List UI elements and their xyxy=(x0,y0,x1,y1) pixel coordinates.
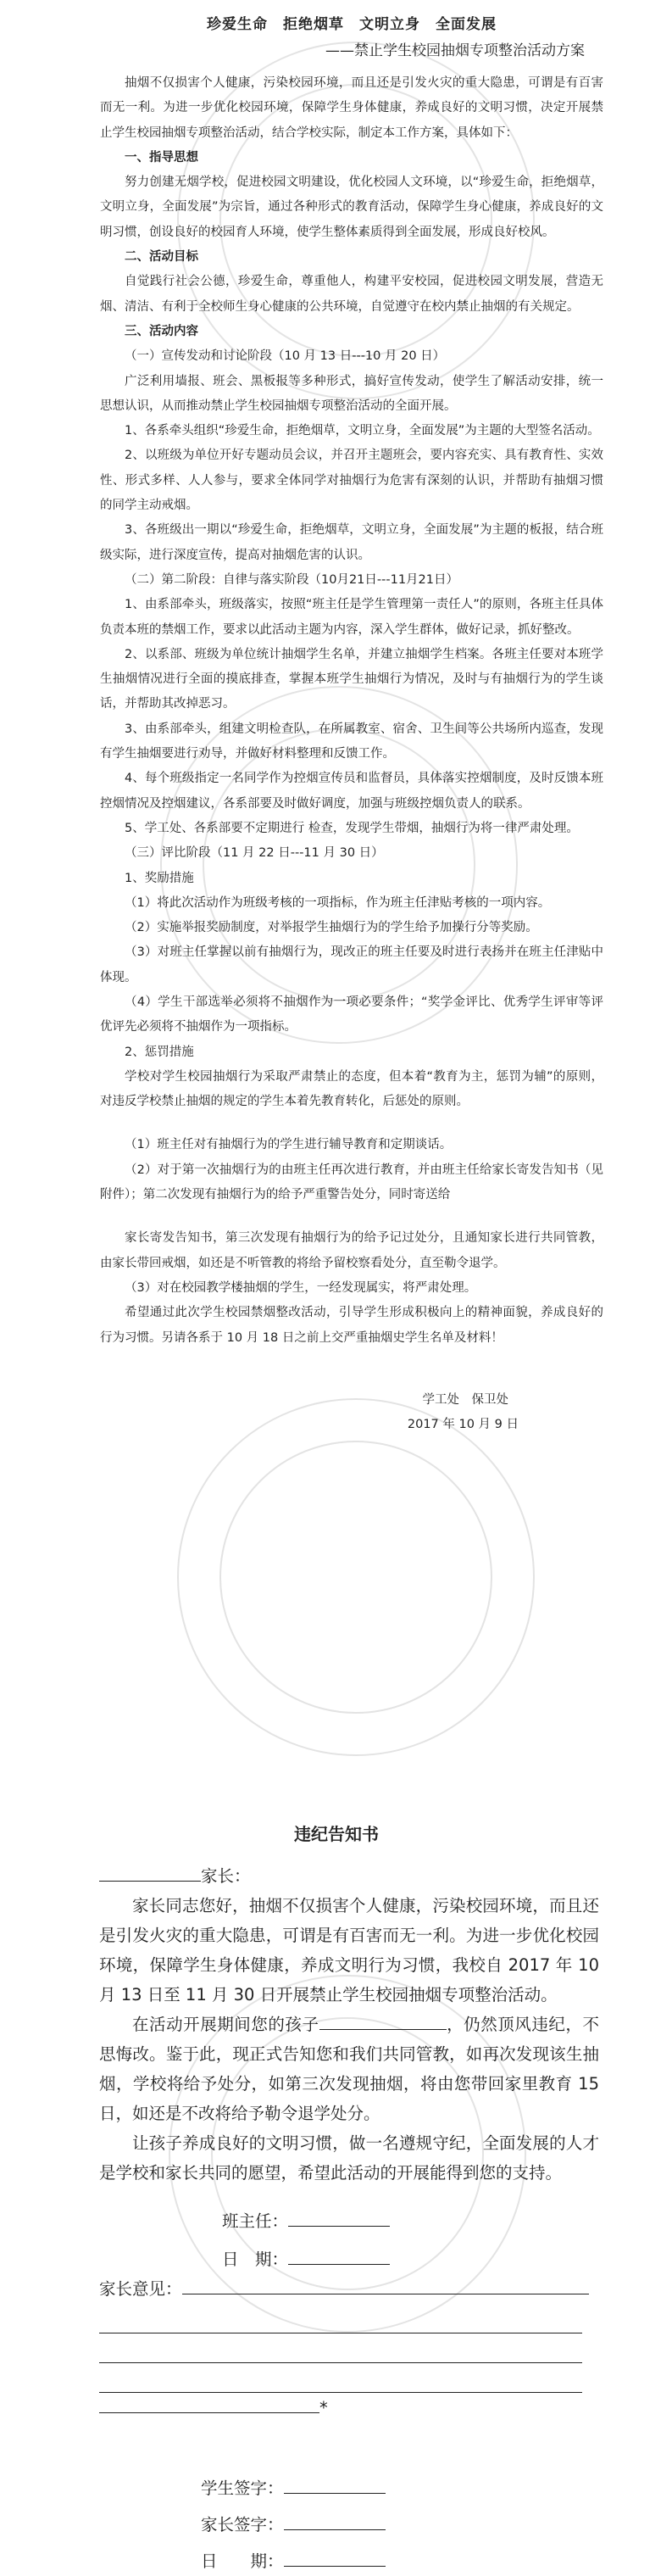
notice-title: 违纪告知书 xyxy=(294,1824,379,1844)
plan-title: 珍爱生命 拒绝烟草 文明立身 全面发展 xyxy=(207,16,497,33)
plan-signer: 学工处 保卫处 xyxy=(422,1392,508,1407)
phase1-item2: 2、以班级为单位开好专题动员会议，并召开主题班会，要内容充实、具有教育性、实效性、形式多样、人人参与，要求全体同学对抽烟行为危害有深刻的认识，并帮助有抽烟习惯的同学主动戒烟。 xyxy=(100,449,603,513)
phase1-item1: 1、各系牵头组织“珍爱生命，拒绝烟草，文明立身，全面发展”为主题的大型签名活动。 xyxy=(125,424,600,438)
reward-item1: （1）将此次活动作为班级考核的一项指标，作为班主任津贴考核的一项内容。 xyxy=(125,895,551,910)
section-goal-title: 二、活动目标 xyxy=(125,250,198,265)
student-name-blank[interactable] xyxy=(319,2010,447,2030)
sign-date-row: 日 期： xyxy=(99,2546,599,2576)
student-sign-blank[interactable] xyxy=(284,2474,386,2494)
phase3-title: （三）评比阶段（11 月 22 日---11 月 30 日） xyxy=(125,846,384,861)
plan-subtitle: ——禁止学生校园抽烟专项整治活动方案 xyxy=(325,42,585,59)
reward-item2: （2）实施举报奖励制度，对举报学生抽烟行为的学生给予加操行分等奖励。 xyxy=(125,921,538,935)
phase2-item2: 2、以系部、班级为单位统计抽烟学生名单，并建立抽烟学生档案。各班主任要对本班学生抽烟情况进行全面的摸底排查，掌握本班学生抽烟行为情况，及时与有抽烟行为的学生谈话，并帮助其改掉恶习。 xyxy=(100,647,603,711)
notice-para3: 让孩子养成良好的文明习惯，做一名遵规守纪，全面发展的人才是学校和家长共同的愿望，希望此活动的开展能得到您的支持。 xyxy=(99,2133,599,2183)
punish-item2-cont: 家长寄发告知书，第三次发现有抽烟行为的给予记过处分，且通知家长进行共同管教，由家长带回戒烟，如还是不听管教的将给予留校察看处分，直至勒令退学。 xyxy=(100,1231,603,1270)
parent-opinion-line-3[interactable] xyxy=(99,2333,582,2363)
parent-opinion-blank[interactable] xyxy=(182,2275,589,2294)
punish-item1: （1）班主任对有抽烟行为的学生进行辅导教育和定期谈话。 xyxy=(125,1138,453,1152)
notice-para2: 在活动开展期间您的孩子 ，仍然顶风违纪，不思悔改。鉴于此，现正式告知您和我们共同管教，如再次发现该生抽烟，学校将给予处分，如第三次发现抽烟，将由您带回家里教育 15 日，如还是不改将给予勒令退学处分。 xyxy=(99,2010,599,2128)
parent-opinion-row: 家长意见： xyxy=(99,2274,599,2304)
activity-plan xyxy=(100,12,603,1437)
punish-title: 2、惩罚措施 xyxy=(125,1045,194,1059)
reward-title: 1、奖励措施 xyxy=(125,871,194,885)
phase2-item3: 3、由系部牵头，组建文明检查队，在所属教室、宿舍、卫生间等公共场所内巡查，发现有学生抽烟要进行劝导，并做好材料整理和反馈工作。 xyxy=(100,722,603,761)
teacher-sign-row: 班主任： xyxy=(99,2206,599,2236)
reward-item4: （4）学生干部选举必须将不抽烟作为一项必要条件；“奖学金评比、优秀学生评审等评优评先必须将不抽烟作为一项指标。 xyxy=(100,995,603,1034)
plan-date: 2017 年 10 月 9 日 xyxy=(407,1418,519,1432)
phase1-item3: 3、各班级出一期以“珍爱生命，拒绝烟草，文明立身，全面发展”为主题的板报，结合班级实际，进行深度宣传，提高对抽烟危害的认识。 xyxy=(100,523,603,562)
teacher-sign-blank[interactable] xyxy=(288,2207,390,2227)
student-sign-row: 学生签字： xyxy=(99,2473,599,2503)
phase1-body: 广泛利用墙报、班会、黑板报等多种形式，搞好宣传发动，使学生了解活动安排，统一思想认识，从而推动禁止学生校园抽烟专项整治活动的全面开展。 xyxy=(100,374,603,413)
teacher-date-row: 日 期： xyxy=(99,2244,599,2274)
phase1-title: （一）宣传发动和讨论阶段（10 月 13 日---10 月 20 日） xyxy=(125,349,446,364)
parent-opinion-line-4[interactable] xyxy=(99,2363,582,2393)
notice-greeting: 家长： xyxy=(99,1861,599,1891)
section-content-title: 三、活动内容 xyxy=(125,324,198,338)
parent-opinion-line-5[interactable] xyxy=(99,2394,319,2413)
parent-sign-row: 家长签字： xyxy=(99,2510,599,2540)
phase2-item5: 5、学工处、各系部要不定期进行 检查，发现学生带烟，抽烟行为将一律严肃处理。 xyxy=(125,821,579,835)
phase2-title: （二）第二阶段：自律与落实阶段（10月21日---11月21日） xyxy=(125,572,458,587)
phase2-item4: 4、每个班级指定一名同学作为控烟宣传员和监督员，具体落实控烟制度，及时反馈本班控烟情况及控烟建议，各系部要及时做好调度，加强与班级控烟负责人的联系。 xyxy=(100,772,603,811)
plan-intro: 抽烟不仅损害个人健康，污染校园环境，而且还是引发火灾的重大隐患，可谓是有百害而无一利。为进一步优化校园环境，保障学生身体健康，养成良好的文明习惯，决定开展禁止学生校园抽烟专项整治活动，结合学校实际，制定本工作方案，具体如下： xyxy=(100,76,603,140)
punish-item3: （3）对在校园教学楼抽烟的学生，一经发现属实，将严肃处理。 xyxy=(125,1280,477,1295)
section-guiding-title: 一、指导思想 xyxy=(125,150,198,164)
parent-sign-blank[interactable] xyxy=(284,2511,386,2530)
parent-opinion-line-2[interactable] xyxy=(99,2304,582,2333)
violation-notice xyxy=(99,1820,599,2576)
teacher-date-blank[interactable] xyxy=(288,2245,390,2265)
punish-item2: （2）对于第一次抽烟行为的由班主任再次进行教育，并由班主任给家长寄发告知书（见附件）；第二次发现有抽烟行为的给予严重警告处分，同时寄送给 xyxy=(100,1163,603,1202)
phase2-item1: 1、由系部牵头，班级落实，按照“班主任是学生管理第一责任人”的原则，各班主任具体负责本班的禁烟工作，要求以此活动主题为内容，深入学生群体，做好记录，抓好整改。 xyxy=(100,598,603,637)
punish-body: 学校对学生校园抽烟行为采取严肃禁止的态度，但本着“教育为主，惩罚为辅”的原则，对违反学校禁止抽烟的规定的学生本着先教育转化，后惩处的原则。 xyxy=(100,1069,603,1109)
section-goal-body: 自觉践行社会公德，珍爱生命，尊重他人，构建平安校园，促进校园文明发展，营造无烟、清洁、有利于全校师生身心健康的公共环境，自觉遵守在校内禁止抽烟的有关规定。 xyxy=(100,275,603,314)
plan-closing: 希望通过此次学生校园禁烟整改活动，引导学生形成积极向上的精神面貌，养成良好的行为习惯。另请各系于 10 月 18 日之前上交严重抽烟史学生名单及材料！ xyxy=(100,1306,603,1345)
parent-name-blank[interactable] xyxy=(99,1862,201,1882)
notice-para1: 家长同志您好，抽烟不仅损害个人健康，污染校园环境，而且还是引发火灾的重大隐患，可谓是有百害而无一利。为进一步优化校园环境，保障学生身体健康，养成文明行为习惯，我校自 2017 年 10 月 13 日至 11 月 30 日开展禁止学生校园抽烟专项整治活动。 xyxy=(99,1896,599,2004)
section-guiding-body: 努力创建无烟学校，促进校园文明建设，优化校园人文环境，以“珍爱生命，拒绝烟草，文明立身，全面发展”为宗旨，通过各种形式的教育活动，保障学生身心健康，养成良好的文明习惯，创设良好的校园育人环境，使学生整体素质得到全面发展，形成良好校风。 xyxy=(100,176,603,239)
reward-item3: （3）对班主任掌握以前有抽烟行为，现改正的班主任要及时进行表扬并在班主任津贴中体现。 xyxy=(100,945,603,984)
parent-opinion-last-row: * xyxy=(99,2393,599,2423)
